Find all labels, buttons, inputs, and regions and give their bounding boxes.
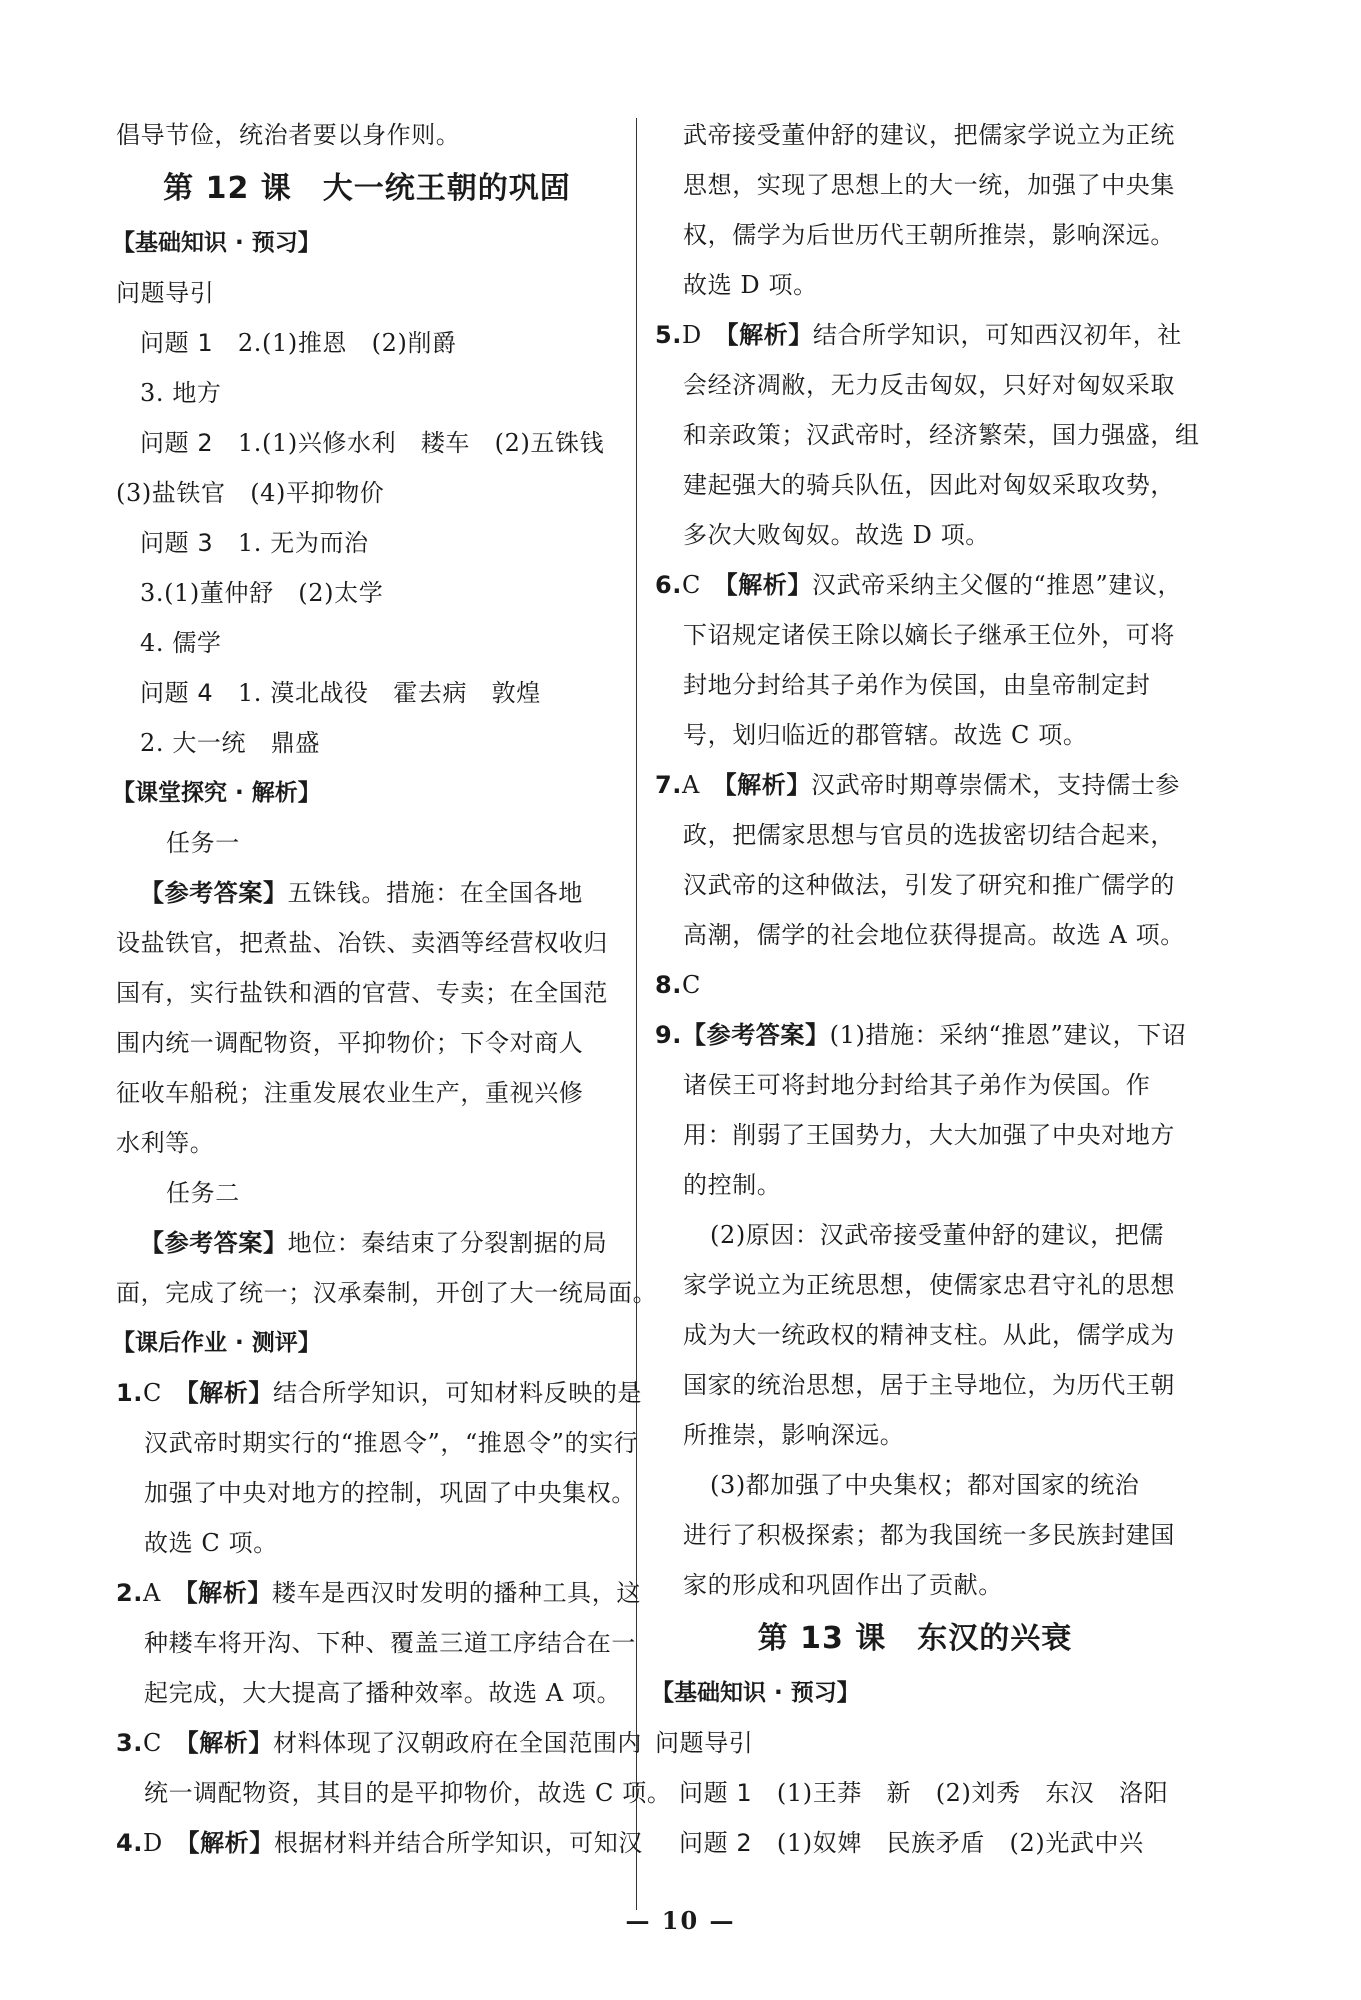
question-label: 问题 3 — [140, 529, 214, 557]
analysis-tag: 【解析】 — [725, 571, 813, 599]
answer-text: 五铢钱。措施：在全国各地 — [287, 879, 583, 907]
text-line: 起完成，大大提高了播种效率。故选 A 项。 — [144, 1679, 622, 1707]
text-line: 多次大败匈奴。故选 D 项。 — [683, 521, 990, 549]
answer-7-line — [655, 760, 1180, 810]
question-answer: (1)奴婢 民族矛盾 (2)光武中兴 — [776, 1829, 1144, 1857]
item-number: 3. — [116, 1729, 144, 1757]
text-line: 3. 地方 — [140, 379, 222, 407]
answer-3-line — [116, 1718, 643, 1768]
section-heading-basic: 【基础知识 · 预习】 — [651, 1680, 860, 1706]
text-line: 的控制。 — [683, 1171, 782, 1199]
question-answer: 1.(1)兴修水利 耧车 (2)五铢钱 — [237, 429, 605, 457]
answer-text: 材料体现了汉朝政府在全国范围内 — [273, 1729, 643, 1757]
text-line: (2)原因：汉武帝接受董仲舒的建议，把儒 — [710, 1221, 1164, 1249]
text-line: 建起强大的骑兵队伍，因此对匈奴采取攻势， — [683, 471, 1175, 499]
question-answer: (1)王莽 新 (2)刘秀 东汉 洛阳 — [776, 1779, 1169, 1807]
text-line: 进行了积极探索；都为我国统一多民族封建国 — [683, 1521, 1175, 1549]
answer-text: 地位：秦结束了分裂割据的局 — [287, 1229, 608, 1257]
text-line: 设盐铁官，把煮盐、冶铁、卖酒等经营权收归 — [116, 929, 608, 957]
text-line: 武帝接受董仲舒的建议，把儒家学说立为正统 — [683, 121, 1175, 149]
analysis-tag: 【解析】 — [186, 1379, 274, 1407]
text-line: 权，儒学为后世历代王朝所推崇，影响深远。 — [683, 221, 1175, 249]
answer-letter: D — [682, 321, 727, 349]
question-label: 问题 4 — [140, 679, 214, 707]
guide-heading: 问题导引 — [655, 1729, 754, 1757]
text-line: 思想，实现了思想上的大一统，加强了中央集 — [683, 171, 1175, 199]
text-line: 故选 D 项。 — [683, 271, 818, 299]
guide-heading: 问题导引 — [116, 279, 215, 307]
text-line: 家学说立为正统思想，使儒家忠君守礼的思想 — [683, 1271, 1175, 1299]
item-number: 6. — [655, 571, 683, 599]
text-line: 下诏规定诸侯王除以嫡长子继承王位外，可将 — [683, 621, 1175, 649]
section-heading-class: 【课堂探究 · 解析】 — [112, 780, 321, 806]
lesson-13-title: 第 13 课 东汉的兴衰 — [757, 1621, 1073, 1656]
answer-tag: 【参考答案】 — [140, 879, 288, 907]
answer-5-line — [655, 310, 1182, 360]
text-line: 会经济凋敝，无力反击匈奴，只好对匈奴采取 — [683, 371, 1175, 399]
item-number: 2. — [116, 1579, 144, 1607]
analysis-tag: 【解析】 — [726, 321, 813, 349]
text-line: 汉武帝时期实行的“推恩令”，“推恩令”的实行 — [144, 1429, 639, 1457]
column-divider — [636, 118, 637, 1910]
answer-1-line — [116, 1368, 643, 1418]
question-2-line — [116, 418, 618, 468]
answer-tag: 【参考答案】 — [682, 1021, 830, 1049]
question-answer: 2.(1)推恩 (2)削爵 — [237, 329, 457, 357]
item-number: 1. — [116, 1379, 144, 1407]
section-heading-after-class: 【课后作业 · 测评】 — [112, 1330, 321, 1356]
answer-text: (1)措施：采纳“推恩”建议，下诏 — [829, 1021, 1187, 1049]
answer-8-line — [655, 960, 1175, 1010]
text-line: 高潮，儒学的社会地位获得提高。故选 A 项。 — [683, 921, 1185, 949]
question-label: 问题 1 — [140, 329, 214, 357]
text-line: 征收车船税；注重发展农业生产，重视兴修 — [116, 1079, 584, 1107]
question-1-line — [655, 1768, 1175, 1818]
answer-letter: C — [682, 971, 701, 999]
text-line: 种耧车将开沟、下种、覆盖三道工序结合在一 — [144, 1629, 636, 1657]
text-line: 2. 大一统 鼎盛 — [140, 729, 320, 757]
question-answer: 1. 无为而治 — [237, 529, 369, 557]
text-line: 国有，实行盐铁和酒的官营、专卖；在全国范 — [116, 979, 608, 1007]
left-column — [112, 110, 672, 1868]
answer-2-line — [116, 1568, 641, 1618]
text-line: 成为大一统政权的精神支柱。从此，儒学成为 — [683, 1321, 1175, 1349]
text-line: 水利等。 — [116, 1129, 215, 1157]
text-line: 4. 儒学 — [140, 629, 222, 657]
analysis-tag: 【解析】 — [186, 1729, 274, 1757]
answer-letter: A — [143, 1579, 186, 1607]
answer-text: 结合所学知识，可知西汉初年，社 — [812, 321, 1182, 349]
text-line: 加强了中央对地方的控制，巩固了中央集权。 — [144, 1479, 636, 1507]
answer-text: 汉武帝时期尊崇儒术，支持儒士参 — [810, 771, 1180, 799]
question-4-line — [116, 668, 618, 718]
text-line: 面，完成了统一；汉承秦制，开创了大一统局面。 — [116, 1279, 658, 1307]
lesson-12-title: 第 12 课 大一统王朝的巩固 — [163, 171, 571, 206]
answer-text: 结合所学知识，可知材料反映的是 — [273, 1379, 643, 1407]
task-2-heading: 任务二 — [166, 1179, 240, 1207]
analysis-tag: 【解析】 — [187, 1829, 274, 1857]
text-line: 号，划归临近的郡管辖。故选 C 项。 — [683, 721, 1088, 749]
section-heading-basic: 【基础知识 · 预习】 — [112, 230, 321, 256]
text-line: (3)都加强了中央集权；都对国家的统治 — [710, 1471, 1140, 1499]
question-1-line — [116, 318, 618, 368]
text-line: 所推崇，影响深远。 — [683, 1421, 905, 1449]
question-label: 问题 1 — [679, 1779, 753, 1807]
answer-9-line — [655, 1010, 1187, 1060]
answer-text: 根据材料并结合所学知识，可知汉 — [273, 1829, 643, 1857]
text-line: 家的形成和巩固作出了贡献。 — [683, 1571, 1003, 1599]
analysis-tag: 【解析】 — [724, 771, 811, 799]
answer-letter: D — [143, 1829, 188, 1857]
item-number: 4. — [116, 1829, 144, 1857]
answer-letter: C — [143, 1379, 187, 1407]
question-label: 问题 2 — [140, 429, 214, 457]
text-line: 封地分封给其子弟作为侯国，由皇帝制定封 — [683, 671, 1151, 699]
question-2-line — [655, 1818, 1175, 1868]
question-label: 问题 2 — [679, 1829, 753, 1857]
text-line: 统一调配物资，其目的是平抑物价，故选 C 项。 — [144, 1779, 672, 1807]
text-line: 和亲政策；汉武帝时，经济繁荣，国力强盛，组 — [683, 421, 1200, 449]
task-1-heading: 任务一 — [166, 829, 240, 857]
text-line: 汉武帝的这种做法，引发了研究和推广儒学的 — [683, 871, 1175, 899]
item-number: 9. — [655, 1021, 683, 1049]
text-line: 3.(1)董仲舒 (2)太学 — [140, 579, 384, 607]
question-answer: 1. 漠北战役 霍去病 敦煌 — [237, 679, 541, 707]
text-line: 故选 C 项。 — [144, 1529, 278, 1557]
analysis-tag: 【解析】 — [185, 1579, 272, 1607]
text-line: 用：削弱了王国势力，大大加强了中央对地方 — [683, 1121, 1175, 1149]
answer-letter: C — [682, 571, 726, 599]
task-2-answer-line — [116, 1218, 618, 1268]
answer-text: 汉武帝采纳主父偃的“推恩”建议， — [812, 571, 1183, 599]
answer-6-line — [655, 560, 1183, 610]
page-number: — 10 — — [625, 1906, 736, 1935]
answer-letter: C — [143, 1729, 187, 1757]
right-column — [651, 110, 1200, 1868]
answer-tag: 【参考答案】 — [140, 1229, 288, 1257]
text-line: 倡导节俭，统治者要以身作则。 — [116, 121, 461, 149]
answer-text: 耧车是西汉时发明的播种工具，这 — [271, 1579, 641, 1607]
answer-4-line — [116, 1818, 643, 1868]
question-3-line — [116, 518, 618, 568]
answer-letter: A — [682, 771, 725, 799]
item-number: 5. — [655, 321, 683, 349]
text-line: 国家的统治思想，居于主导地位，为历代王朝 — [683, 1371, 1175, 1399]
text-line: 围内统一调配物资，平抑物价；下令对商人 — [116, 1029, 584, 1057]
text-line: 诸侯王可将封地分封给其子弟作为侯国。作 — [683, 1071, 1151, 1099]
task-1-answer-line — [116, 868, 618, 918]
item-number: 7. — [655, 771, 683, 799]
item-number: 8. — [655, 971, 683, 999]
text-line: (3)盐铁官 (4)平抑物价 — [116, 479, 385, 507]
text-line: 政，把儒家思想与官员的选拔密切结合起来， — [683, 821, 1175, 849]
